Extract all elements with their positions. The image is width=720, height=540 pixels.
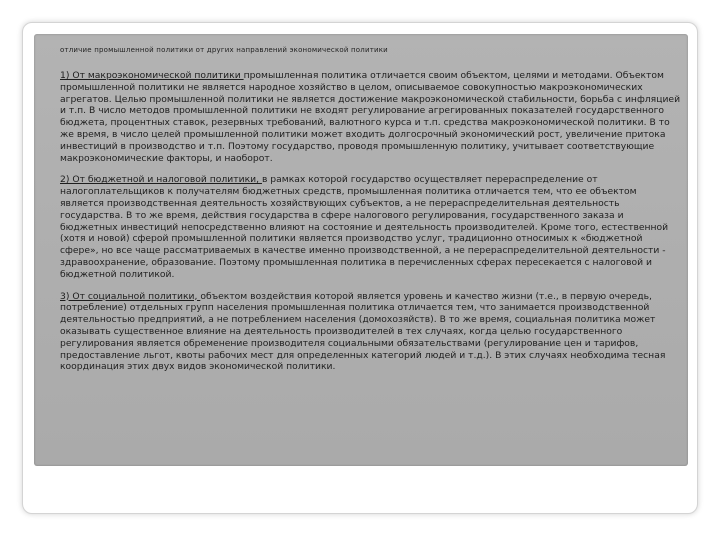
slide-content bbox=[60, 70, 682, 383]
paragraph-text: промышленная политика отличается своим объектом, целями и методами. Объектом промышленной политики не является народное хозяйство в целом, описываемое совокупностью макроэкономических агрегатов. Целью промышленной политики не является достижение макроэкономической стабильности, борьба с инфляцией и т.п. В число методов промышленной политики не входят регулирование агрегированных показателей государственного бюджета, процентных ставок, резервных требований, валютного курса и т.п. средства макроэкономической политики. В то же время, в число целей промышленной политики может входить долгосрочный экономический рост, увеличение притока инвестиций в производство и т.п. Поэтому государство, проводя промышленную политику, учитывает соответствующие макроэкономические факторы, и наоборот. bbox=[60, 70, 681, 164]
paragraph-macroeconomic bbox=[60, 70, 682, 164]
paragraph-text: объектом воздействия которой является уровень и качество жизни (т.е., в первую очередь, потребление) отдельных групп населения промышленная политика отличается тем, что занимается производственной деятельностью предприятий, а не потреблением населения (домохозяйств). В то же время, социальная политика может оказывать существенное влияние на деятельность производителей в тех случаях, когда целью государственного регулирования является обременение производителя социальными обязательствами (регулирование цен и тарифов, предоставление льгот, квоты рабочих мест для определенных категорий людей и т.д.). В этих случаях необходима тесная координация этих двух видов экономической политики. bbox=[60, 290, 666, 373]
paragraph-budget-tax bbox=[60, 174, 682, 280]
paragraph-lead: 1) От макроэкономической политики bbox=[60, 70, 244, 81]
paragraph-lead: 2) От бюджетной и налоговой политики, bbox=[60, 174, 262, 186]
paragraph-lead: 3) От социальной политики, bbox=[60, 290, 201, 302]
paragraph-text: в рамках которой государство осуществляет перераспределение от налогоплательщиков к получателям бюджетных средств, промышленная политика отличается тем, что ее объектом является производственная деятельность хозяйствующих субъектов, а не перераспределительная деятельность государства. В то же время, действия государства в сфере налогового регулирования, государственного заказа и бюджетных инвестиций непосредственно влияют на состояние и деятельность производителей. Кроме того, естественной (хотя и новой) сферой промышленной политики является производство услуг, традиционно относимых к «бюджетной сфере», но все чаще рассматриваемых в качестве именно производственной, а не перераспределительной деятельности - здравоохранение, образование. Поэтому промышленная политика в перечисленных сферах пересекается с налоговой и бюджетной политикой. bbox=[60, 174, 669, 280]
slide-title: отличие промышленной политики от других направлений экономической политики bbox=[60, 46, 388, 54]
paragraph-social bbox=[60, 291, 682, 374]
